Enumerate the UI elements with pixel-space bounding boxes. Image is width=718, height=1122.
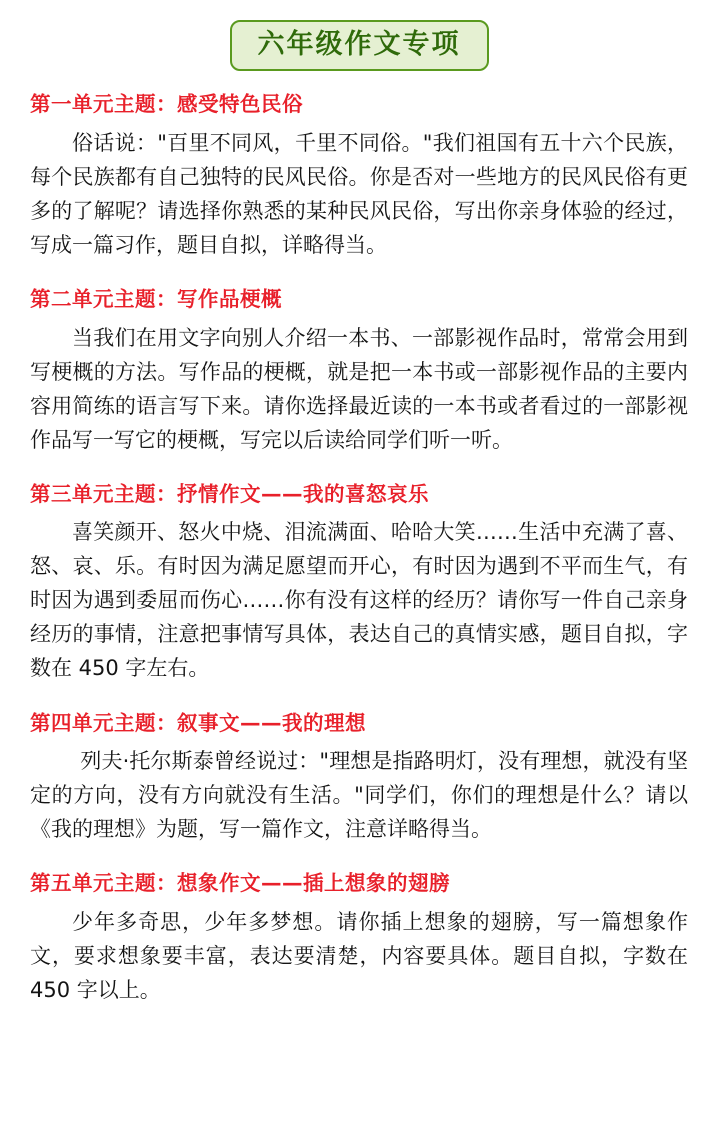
unit-heading-5: 第五单元主题：想象作文——插上想象的翅膀 xyxy=(30,871,450,896)
unit-heading-4: 第四单元主题：叙事文——我的理想 xyxy=(30,710,366,735)
unit-body-5: 少年多奇思，少年多梦想。请你插上想象的翅膀，写一篇想象作文，要求想象要丰富，表达要清楚，内容要具体。题目自拟，字数在 450 字以上。 xyxy=(30,910,688,1003)
unit-body-2: 当我们在用文字向别人介绍一本书、一部影视作品时，常常会用到写梗概的方法。写作品的梗概，就是把一本书或一部影视作品的主要内容用简练的语言写下来。请你选择最近读的一本书或者看过的一部影视作品写一写它的梗概，写完以后读给同学们听一听。 xyxy=(30,325,688,452)
unit-body-1: 俗话说："百里不同风，千里不同俗。"我们祖国有五十六个民族，每个民族都有自己独特的民风民俗。你是否对一些地方的民风民俗有更多的了解呢？请选择你熟悉的某种民风民俗，写出你亲身体验的经过，写成一篇习作，题目自拟，详略得当。 xyxy=(30,130,688,257)
unit-section-3 xyxy=(30,479,688,686)
unit-section-2 xyxy=(30,284,688,457)
unit-section-5 xyxy=(30,868,688,1007)
page-title: 六年级作文专项 xyxy=(230,20,489,71)
unit-heading-2: 第二单元主题：写作品梗概 xyxy=(30,286,282,311)
title-container xyxy=(30,20,688,71)
unit-section-4 xyxy=(30,708,688,847)
unit-heading-3: 第三单元主题：抒情作文——我的喜怒哀乐 xyxy=(30,481,429,506)
unit-heading-1: 第一单元主题：感受特色民俗 xyxy=(30,92,303,117)
unit-section-1 xyxy=(30,89,688,262)
unit-body-4: 列夫·托尔斯泰曾经说过："理想是指路明灯，没有理想，就没有坚定的方向，没有方向就没有生活。"同学们，你们的理想是什么？请以《我的理想》为题，写一篇作文，注意详略得当。 xyxy=(30,749,688,842)
unit-body-3: 喜笑颜开、怒火中烧、泪流满面、哈哈大笑……生活中充满了喜、怒、哀、乐。有时因为满足愿望而开心，有时因为遇到不平而生气，有时因为遇到委屈而伤心……你有没有这样的经历？请你写一件自己亲身经历的事情，注意把事情写具体，表达自己的真情实感，题目自拟，字数在 450 字左右。 xyxy=(30,520,688,681)
